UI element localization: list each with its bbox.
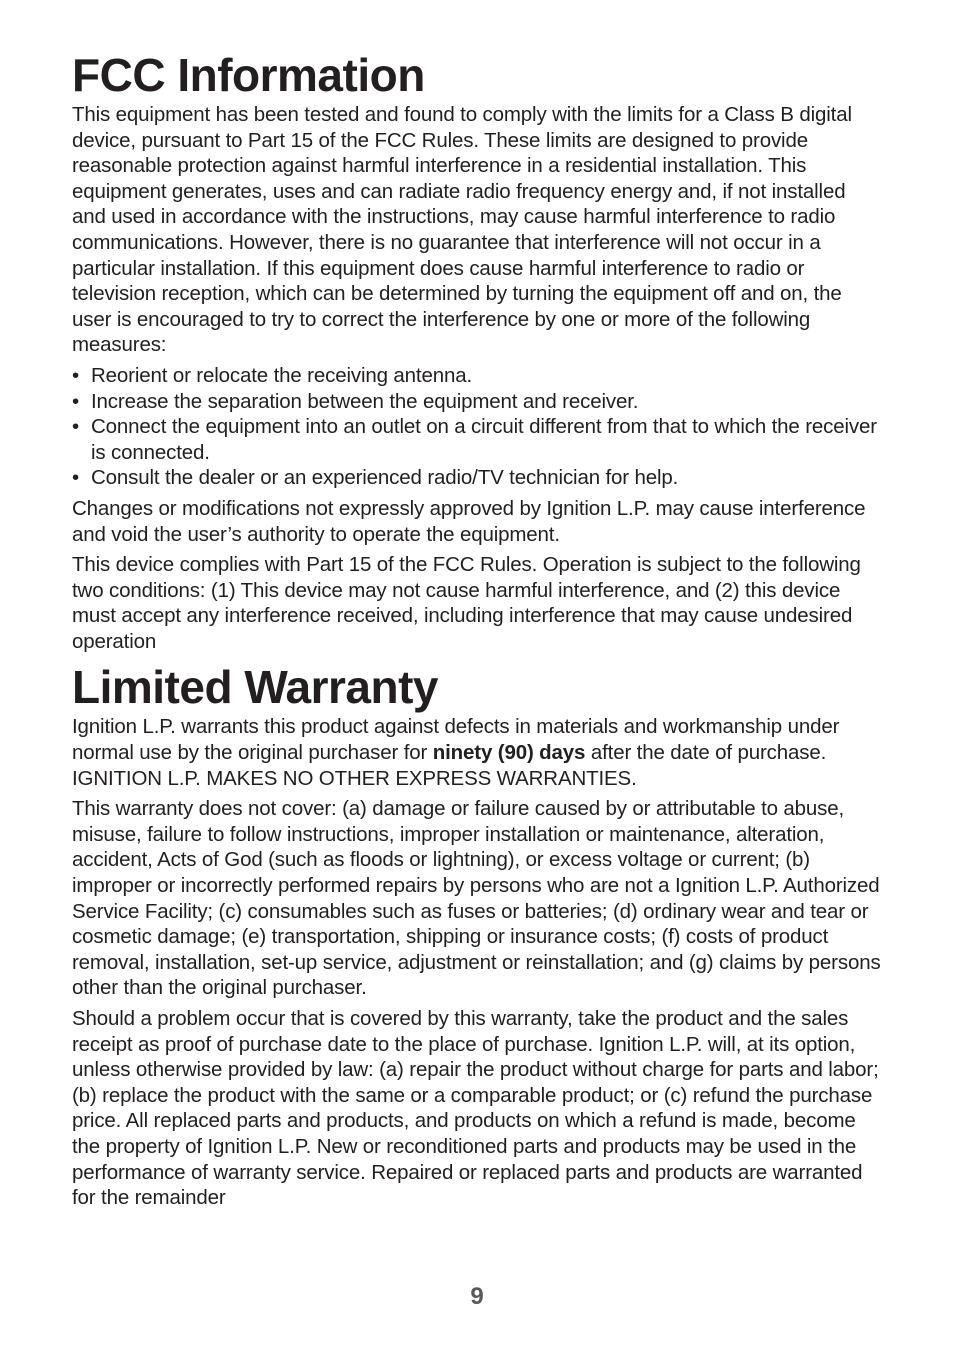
bullet-icon: • xyxy=(72,466,80,490)
list-item: • Reorient or relocate the receiving antenna. xyxy=(72,363,473,387)
fcc-changes-paragraph: Changes or modifications not expressly approved by Ignition L.P. may cause interference and void the user’s authority to operate the equipment. xyxy=(72,496,866,546)
list-item: • Increase the separation between the equipment and receiver. xyxy=(72,389,639,413)
warranty-period: ninety (90) days xyxy=(432,741,586,765)
bullet-icon: • xyxy=(72,389,80,413)
warranty-exclusions-paragraph: This warranty does not cover: (a) damage or failure caused by or attributable to abuse, misuse, failure to follow instructions, improper installation or maintenance, alteration, accident, Acts of God (such as floods or lightning), or excess voltage or current; (b) improper or incorrectly performed repairs by persons who are not a Ignition L.P. Authorized Service Facility; (c) consumables such as fuses or batteries; (d) ordinary wear and tear or cosmetic damage; (e) transportation, shipping or insurance costs; (f) costs of product removal, installation, set-up service, adjustment or reinstallation; and (g) claims by persons other than the original purchaser. xyxy=(72,797,881,1000)
fcc-compliance-paragraph: This device complies with Part 15 of the FCC Rules. Operation is subject to the following two conditions: (1) This device may not cause harmful interference, and (2) this device must accept any interference received, including interference that may cause undesired operation xyxy=(72,553,861,653)
list-item: • Connect the equipment into an outlet on a circuit different from that to which the receiver is connected. xyxy=(72,415,877,464)
bullet-icon: • xyxy=(72,363,80,387)
fcc-heading: FCC Information xyxy=(72,49,425,101)
warranty-service-paragraph: Should a problem occur that is covered by this warranty, take the product and the sales receipt as proof of purchase date to the place of purchase. Ignition L.P. will, at its option, unless otherwise provided by law: (a) repair the product without charge for parts and labor; (b) replace the product with the same or a comparable product; or (c) refund the purchase price. All replaced parts and products, and products on which a refund is made, become the property of Ignition L.P. New or reconditioned parts and products may be used in the performance of warranty service. Repaired or replaced parts and products are warranted for the remainder xyxy=(72,1007,879,1210)
page-number: 9 xyxy=(470,1283,484,1310)
fcc-measures-list xyxy=(72,363,884,491)
warranty-heading: Limited Warranty xyxy=(72,661,439,714)
bullet-icon: • xyxy=(72,415,80,439)
fcc-intro-paragraph: This equipment has been tested and found to comply with the limits for a Class B digital device, pursuant to Part 15 of the FCC Rules. These limits are designed to provide reasonable protection against harmful interference in a residential installation. This equipment generates, uses and can radiate radio frequency energy and, if not installed and used in accordance with the instructions, may cause harmful interference to radio communications. However, there is no guarantee that interference will not occur in a particular installation. If this equipment does cause harmful interference to radio or television reception, which can be determined by turning the equipment off and on, the user is encouraged to try to correct the interference by one or more of the following measures: xyxy=(72,103,852,357)
page-content xyxy=(72,48,884,1216)
warranty-terms-paragraph: Ignition L.P. warrants this product against defects in materials and workmanship under normal use by the original purchaser for ninety (90) days after the date of purchase. IGNITION L.P. MAKES NO OTHER EXPRESS WARRANTIES. xyxy=(72,715,840,790)
list-item: • Consult the dealer or an experienced radio/TV technician for help. xyxy=(72,466,679,490)
